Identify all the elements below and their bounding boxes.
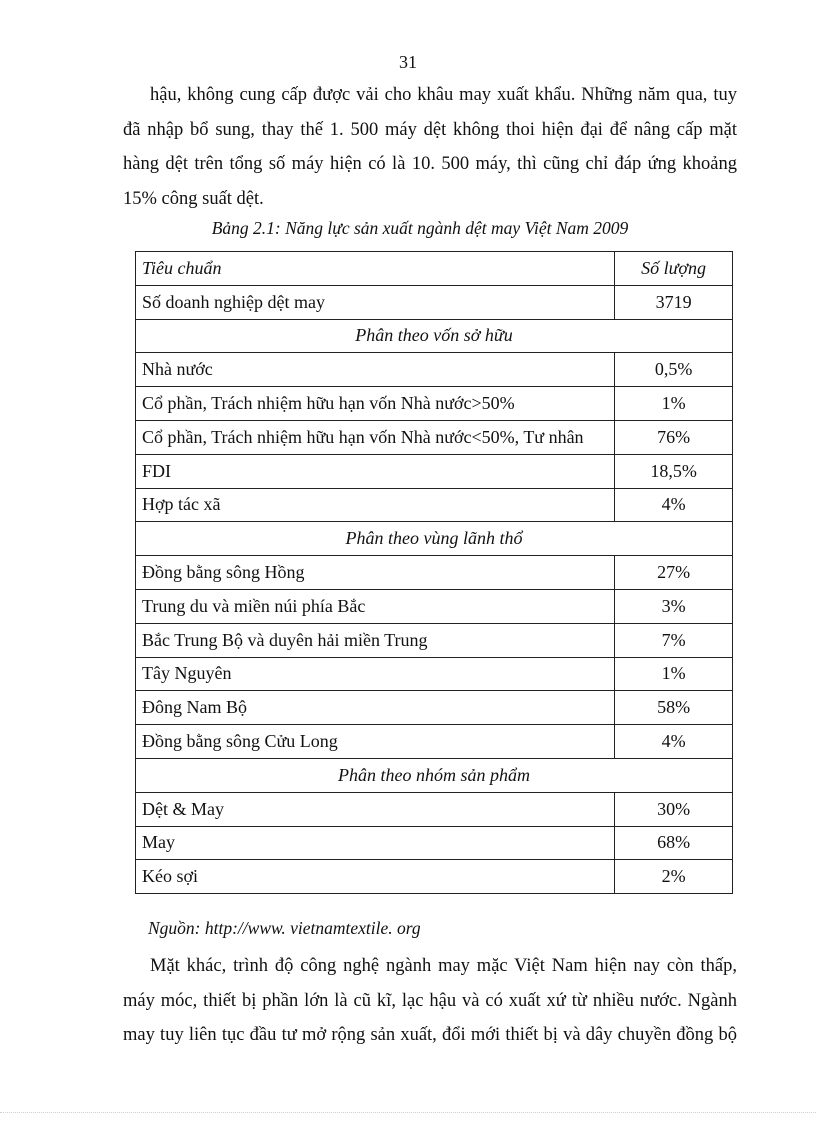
row-label: Cổ phần, Trách nhiệm hữu hạn vốn Nhà nước>50% xyxy=(136,387,615,421)
table-row xyxy=(136,725,733,759)
page-bottom-rule xyxy=(0,1112,816,1113)
header-criteria: Tiêu chuẩn xyxy=(136,252,615,286)
table-row xyxy=(136,556,733,590)
row-label: Bắc Trung Bộ và duyên hải miền Trung xyxy=(136,623,615,657)
row-label: Nhà nước xyxy=(136,353,615,387)
row-value: 1% xyxy=(615,387,733,421)
table-row xyxy=(136,657,733,691)
paragraph-line: 15% công suất dệt. xyxy=(123,188,264,209)
group-label: Phân theo vùng lãnh thổ xyxy=(136,522,733,556)
paragraph-intro xyxy=(123,78,737,216)
row-value: 68% xyxy=(615,826,733,860)
row-value: 7% xyxy=(615,623,733,657)
table-row xyxy=(136,420,733,454)
paragraph-line: Mặt khác, trình độ công nghệ ngành may mặc Việt Nam hiện nay còn thấp, xyxy=(150,956,737,976)
row-label: Trung du và miền núi phía Bắc xyxy=(136,589,615,623)
table-row xyxy=(136,353,733,387)
table-caption xyxy=(0,218,816,239)
table-row xyxy=(136,792,733,826)
header-quantity: Số lượng xyxy=(615,252,733,286)
row-value: 1% xyxy=(615,657,733,691)
row-label: Dệt & May xyxy=(136,792,615,826)
row-label: Đồng bằng sông Hồng xyxy=(136,556,615,590)
table-row xyxy=(136,691,733,725)
group-label: Phân theo vốn sở hữu xyxy=(136,319,733,353)
table-row xyxy=(136,826,733,860)
table-header-row xyxy=(136,252,733,286)
paragraph-line: đã nhập bổ sung, thay thế 1. 500 máy dệt không thoi hiện đại để nâng cấp mặt xyxy=(123,119,737,140)
row-label: Kéo sợi xyxy=(136,860,615,894)
row-label: Đồng bằng sông Cửu Long xyxy=(136,725,615,759)
row-value: 2% xyxy=(615,860,733,894)
table-row xyxy=(136,860,733,894)
table-body xyxy=(136,285,733,893)
row-value: 27% xyxy=(615,556,733,590)
page-number: 31 xyxy=(399,52,417,72)
paragraph-line: hậu, không cung cấp được vải cho khâu may xuất khẩu. Những năm qua, tuy xyxy=(150,85,737,105)
paragraph-line: máy móc, thiết bị phần lớn là cũ kĩ, lạc hậu và có xuất xứ từ nhiều nước. Ngành xyxy=(123,990,737,1011)
source-note: Nguồn: http://www. vietnamtextile. org xyxy=(148,918,421,938)
row-value: 18,5% xyxy=(615,454,733,488)
table-row xyxy=(136,285,733,319)
group-label: Phân theo nhóm sản phẩm xyxy=(136,758,733,792)
row-label: Số doanh nghiệp dệt may xyxy=(136,285,615,319)
table-group-row xyxy=(136,522,733,556)
row-label: Tây Nguyên xyxy=(136,657,615,691)
capacity-table xyxy=(135,251,733,894)
row-value: 3719 xyxy=(615,285,733,319)
row-value: 4% xyxy=(615,725,733,759)
row-value: 4% xyxy=(615,488,733,522)
table-row xyxy=(136,623,733,657)
table-group-row xyxy=(136,758,733,792)
paragraph-line: hàng dệt trên tổng số máy hiện có là 10. 500 máy, thì cũng chỉ đáp ứng khoảng xyxy=(123,154,737,174)
paragraph-line: may tuy liên tục đầu tư mở rộng sản xuất, đổi mới thiết bị và dây chuyền đồng bộ xyxy=(123,1025,737,1045)
row-value: 3% xyxy=(615,589,733,623)
row-label: May xyxy=(136,826,615,860)
paragraph-technology xyxy=(123,949,737,1053)
row-value: 58% xyxy=(615,691,733,725)
row-value: 0,5% xyxy=(615,353,733,387)
row-value: 76% xyxy=(615,420,733,454)
table-group-row xyxy=(136,319,733,353)
row-label: FDI xyxy=(136,454,615,488)
table-row xyxy=(136,387,733,421)
table-row xyxy=(136,488,733,522)
table-row xyxy=(136,589,733,623)
row-label: Đông Nam Bộ xyxy=(136,691,615,725)
row-label: Cổ phần, Trách nhiệm hữu hạn vốn Nhà nước<50%, Tư nhân xyxy=(136,420,615,454)
table-caption-text: Bảng 2.1: Năng lực sản xuất ngành dệt may Việt Nam 2009 xyxy=(211,218,629,238)
table-row xyxy=(136,454,733,488)
row-label: Hợp tác xã xyxy=(136,488,615,522)
row-value: 30% xyxy=(615,792,733,826)
